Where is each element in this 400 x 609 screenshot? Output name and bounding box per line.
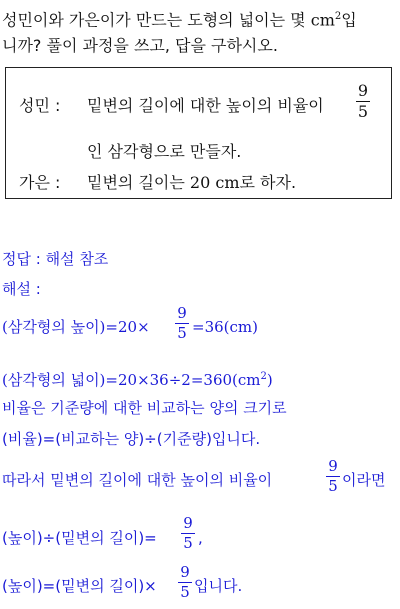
fraction-denominator: 5 xyxy=(357,102,369,121)
fraction-numerator: 9 xyxy=(328,457,338,475)
solution-line-1-fraction xyxy=(175,306,189,341)
fraction-numerator: 9 xyxy=(357,81,369,100)
question-line-1 xyxy=(2,6,357,31)
solution-line-2-close: ) xyxy=(266,371,273,389)
solution-line-1-left: (삼각형의 높이)=20× xyxy=(2,318,150,336)
question-text: 성민이와 가은이가 만드는 도형의 넓이는 몇 xyxy=(2,10,311,30)
answer-line: 정답 : 해설 참조 xyxy=(2,250,109,268)
solution-line-2 xyxy=(2,367,273,390)
fraction-denominator: 5 xyxy=(328,477,338,495)
fraction-numerator: 9 xyxy=(177,304,187,322)
solution-line-7-right: 입니다. xyxy=(194,577,243,595)
solution-line-5-right: 이라면 xyxy=(342,471,386,489)
solution-line-1 xyxy=(2,317,150,337)
question-line-1-tail: 입 xyxy=(341,10,357,30)
box-row3-name: 가은 : xyxy=(19,173,61,192)
fraction-numerator: 9 xyxy=(183,514,193,532)
solution-line-5-fraction xyxy=(326,459,340,494)
box-row1-name: 성민 : xyxy=(19,96,61,115)
fraction-denominator: 5 xyxy=(180,583,190,601)
question-unit: cm xyxy=(310,10,335,30)
solution-line-2-left: (삼각형의 넓이)=20×36÷2=360(cm xyxy=(2,371,261,389)
solution-line-3: 비율은 기준량에 대한 비교하는 양의 크기로 xyxy=(2,399,287,417)
solution-line-7-left: (높이)=(밑변의 길이)× xyxy=(2,577,157,595)
box-row3-text xyxy=(87,172,296,194)
box-row1-fraction xyxy=(356,83,370,120)
question-line-2: 니까? 풀이 과정을 쓰고, 답을 구하시오. xyxy=(2,36,278,55)
fraction-numerator: 9 xyxy=(180,563,190,581)
solution-line-7-fraction xyxy=(178,565,192,600)
question-unit-exponent: 2 xyxy=(334,11,342,22)
fraction-denominator: 5 xyxy=(177,324,187,342)
box-row1-text: 밑변의 길이에 대한 높이의 비율이 xyxy=(87,96,324,115)
solution-line-2-exponent: 2 xyxy=(260,371,267,382)
box-row3-text-b: 로 하자. xyxy=(239,173,297,192)
box-row3-text-a: 밑변의 길이는 xyxy=(87,173,190,192)
solution-line-1-right: =36(cm) xyxy=(192,318,258,336)
solution-line-6-fraction xyxy=(181,516,195,551)
solution-line-4: (비율)=(비교하는 양)÷(기준량)입니다. xyxy=(2,430,261,448)
solution-line-6-left: (높이)÷(밑변의 길이)= xyxy=(2,529,157,547)
box-row3-value: 20 cm xyxy=(189,173,240,192)
solution-line-6-right: , xyxy=(198,529,203,547)
fraction-denominator: 5 xyxy=(183,534,193,552)
solution-line-5-left: 따라서 밑변의 길이에 대한 높이의 비율이 xyxy=(2,471,273,489)
explanation-heading: 해설 : xyxy=(2,280,41,298)
box-row2-text: 인 삼각형으로 만들자. xyxy=(87,142,242,161)
